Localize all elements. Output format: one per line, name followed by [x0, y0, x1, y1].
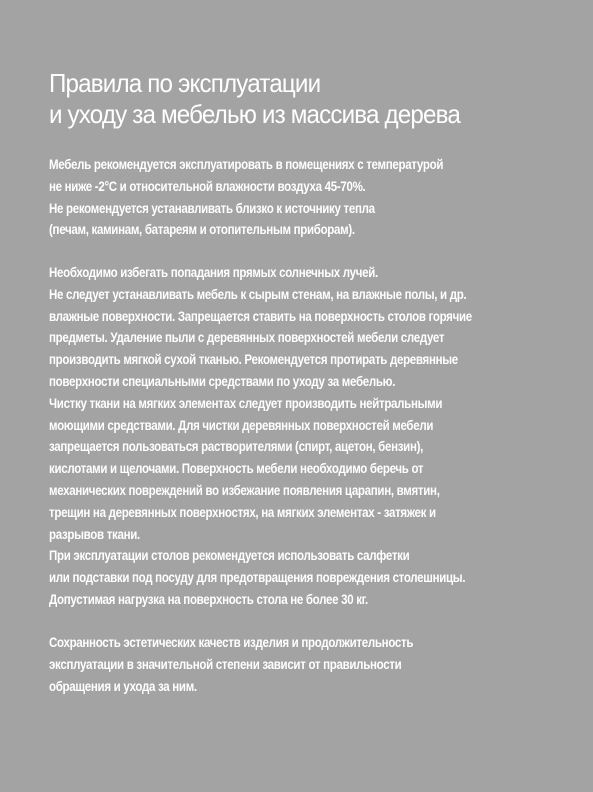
text-line: (печам, каминам, батареям и отопительным приборам).	[49, 222, 355, 238]
text-line: Чистку ткани на мягких элементах следует производить нейтральными	[49, 395, 443, 411]
text-line: Необходимо избегать попадания прямых солнечных лучей.	[49, 265, 378, 280]
text-line: производить мягкой сухой тканью. Рекомендуется протирать деревянные	[49, 352, 458, 368]
text-line: трещин на деревянных поверхностях, на мягких элементах - затяжек и	[49, 504, 436, 520]
text-line: кислотами и щелочами. Поверхность мебели необходимо беречь от	[49, 461, 424, 477]
title-line-1: Правила по эксплуатации	[49, 68, 321, 98]
text-line: моющими средствами. Для чистки деревянных поверхностей мебели	[49, 417, 434, 433]
text-line: Мебель рекомендуется эксплуатировать в помещениях с температурой	[49, 157, 444, 172]
text-line: Не рекомендуется устанавливать близко к источнику тепла	[49, 200, 375, 216]
text-line: Не следует устанавливать мебель к сырым стенам, на влажные полы, и др.	[49, 286, 467, 302]
text-line: предметы. Удаление пыли с деревянных поверхностей мебели следует	[49, 330, 445, 346]
text-line: разрывов ткани.	[49, 526, 140, 542]
paragraph-preservation	[49, 632, 413, 697]
text-line: Сохранность эстетических качеств изделия и продолжительность	[49, 635, 414, 650]
paragraph-care	[49, 262, 472, 545]
page-title	[49, 68, 460, 130]
text-line: обращения и ухода за ним.	[49, 678, 197, 694]
paragraph-tables	[49, 545, 465, 610]
text-line: не ниже -2°С и относительной влажности воздуха 45-70%.	[49, 178, 366, 194]
text-line: поверхности специальными средствами по уходу за мебелью.	[49, 373, 396, 389]
text-line: влажные поверхности. Запрещается ставить на поверхность столов горячие	[49, 308, 472, 324]
text-line: При эксплуатации столов рекомендуется использовать салфетки	[49, 548, 410, 563]
text-line: или подставки под посуду для предотвращения повреждения столешницы.	[49, 569, 466, 585]
text-line: запрещается пользоваться растворителями (спирт, ацетон, бензин),	[49, 439, 424, 455]
paragraph-temperature	[49, 154, 443, 241]
text-line: Допустимая нагрузка на поверхность стола не более 30 кг.	[49, 591, 368, 607]
text-line: эксплуатации в значительной степени зависит от правильности	[49, 656, 402, 672]
text-line: механических повреждений во избежание появления царапин, вмятин,	[49, 482, 440, 498]
title-line-2: и уходу за мебелью из массива дерева	[49, 99, 460, 129]
